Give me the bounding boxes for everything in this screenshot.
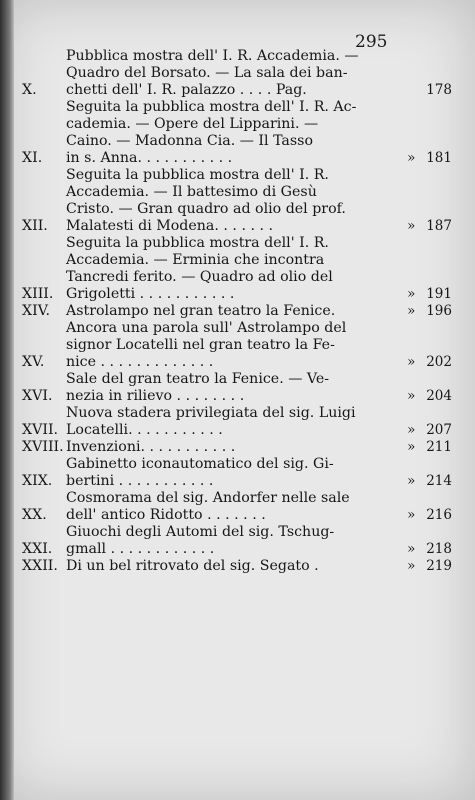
page-reference (404, 422, 452, 439)
page-number-ref: 181 (426, 150, 452, 166)
chapter-number: XIV. (22, 303, 50, 319)
chapter-title-line: Caino. — Madonna Cia. — Il Tasso (66, 133, 313, 149)
chapter-title-line: signor Locatelli nel gran teatro la Fe- (66, 337, 335, 353)
toc-entry (22, 235, 452, 303)
chapter-number: XV. (22, 354, 45, 370)
page-number-ref: 196 (426, 303, 452, 319)
chapter-title-line: bertini . . . . . . . . . . . (66, 473, 214, 489)
toc-entry (22, 439, 452, 456)
page-reference (404, 541, 452, 558)
chapter-title (66, 456, 404, 490)
page-number-ref: 218 (426, 541, 452, 557)
page-reference (404, 218, 452, 235)
page-reference (404, 303, 452, 320)
chapter-title-line: Sale del gran teatro la Fenice. — Ve- (66, 371, 330, 387)
chapter-number: XVII. (22, 422, 59, 438)
chapter-title-line: dell' antico Ridotto . . . . . . . (66, 507, 266, 523)
chapter-number: X. (22, 82, 37, 98)
chapter-title-line: Cosmorama del sig. Andorfer nelle sale (66, 490, 350, 506)
chapter-title (66, 524, 404, 558)
chapter-title-line: Accademia. — Il battesimo di Gesù (66, 184, 317, 200)
chapter-title-line: Nuova stadera privilegiata del sig. Luigi (66, 405, 356, 421)
toc-entry (22, 48, 452, 99)
chapter-title-line: Astrolampo nel gran teatro la Fenice. (66, 303, 336, 319)
chapter-title-line: Seguita la pubblica mostra dell' I. R. (66, 167, 329, 183)
page-number-ref: 178 (426, 82, 452, 98)
chapter-title (66, 99, 404, 167)
page-reference (404, 286, 452, 303)
toc-entry (22, 303, 452, 320)
toc-entry (22, 167, 452, 235)
chapter-title-line: Seguita la pubblica mostra dell' I. R. Ac- (66, 99, 357, 115)
chapter-title-line: Gabinetto iconautomatico del sig. Gi- (66, 456, 334, 472)
toc-entry (22, 558, 452, 575)
toc-entry (22, 371, 452, 405)
ditto-mark: » (407, 473, 416, 489)
toc-entry (22, 524, 452, 558)
chapter-number: XVI. (22, 388, 53, 404)
table-of-contents (22, 48, 452, 575)
ditto-mark: » (407, 354, 416, 370)
chapter-title (66, 405, 404, 439)
chapter-title-line: nice . . . . . . . . . . . . . (66, 354, 214, 370)
chapter-title-line: Cristo. — Gran quadro ad olio del prof. (66, 201, 346, 217)
ditto-mark: » (407, 422, 416, 438)
chapter-title-line: in s. Anna. . . . . . . . . . . (66, 150, 233, 166)
page-reference (404, 388, 452, 405)
ditto-mark: » (407, 507, 416, 523)
chapter-title-line: Quadro del Borsato. — La sala dei ban- (66, 65, 348, 81)
toc-entry (22, 405, 452, 439)
page-reference (404, 507, 452, 524)
page-number-ref: 202 (426, 354, 452, 370)
chapter-title (66, 558, 404, 575)
ditto-mark: » (407, 150, 416, 166)
chapter-number: XX. (22, 507, 47, 523)
ditto-mark: » (407, 286, 416, 302)
page-number-ref: 187 (426, 218, 452, 234)
chapter-title (66, 303, 404, 320)
page-number-ref: 216 (426, 507, 452, 523)
ditto-mark: » (407, 558, 416, 574)
page-reference (404, 354, 452, 371)
chapter-number: XVIII. (22, 439, 64, 455)
ditto-mark: » (407, 303, 416, 319)
chapter-title-line: Di un bel ritrovato del sig. Segato . (66, 558, 319, 574)
chapter-title-line: Tancredi ferito. — Quadro ad olio del (66, 269, 333, 285)
page-number-ref: 207 (426, 422, 452, 438)
toc-entry (22, 99, 452, 167)
page-reference (404, 439, 452, 456)
page-number-ref: 191 (426, 286, 452, 302)
chapter-title (66, 371, 404, 405)
ditto-mark: » (407, 388, 416, 404)
chapter-title (66, 320, 404, 371)
chapter-title-line: chetti dell' I. R. palazzo . . . . Pag. (66, 82, 307, 98)
ditto-mark: » (407, 218, 416, 234)
toc-entry (22, 320, 452, 371)
page-reference (404, 473, 452, 490)
chapter-title-line: Grigoletti . . . . . . . . . . . (66, 286, 235, 302)
page-number-ref: 219 (426, 558, 452, 574)
chapter-title-line: Invenzioni. . . . . . . . . . . (66, 439, 236, 455)
chapter-title (66, 235, 404, 303)
book-spine-shadow (0, 0, 14, 800)
chapter-title (66, 167, 404, 235)
page-number-ref: 214 (426, 473, 452, 489)
chapter-number: XXII. (22, 558, 58, 574)
chapter-title-line: Malatesti di Modena. . . . . . . (66, 218, 274, 234)
page-number-ref: 204 (426, 388, 452, 404)
chapter-title-line: nezia in rilievo . . . . . . . . (66, 388, 245, 404)
toc-entry (22, 456, 452, 490)
chapter-number: XIII. (22, 286, 54, 302)
page-reference (404, 558, 452, 575)
chapter-title-line: Locatelli. . . . . . . . . . . (66, 422, 223, 438)
page-reference (404, 150, 452, 167)
page-reference (404, 82, 452, 99)
chapter-number: XXI. (22, 541, 53, 557)
page-number-ref: 211 (426, 439, 452, 455)
page-number: 295 (355, 32, 388, 52)
chapter-title-line: Seguita la pubblica mostra dell' I. R. (66, 235, 329, 251)
chapter-title (66, 48, 404, 99)
chapter-number: XIX. (22, 473, 53, 489)
chapter-title-line: gmall . . . . . . . . . . . . (66, 541, 215, 557)
chapter-title (66, 490, 404, 524)
chapter-number: XI. (22, 150, 43, 166)
chapter-number: XII. (22, 218, 48, 234)
chapter-title-line: cademia. — Opere del Lipparini. — (66, 116, 319, 132)
ditto-mark: » (407, 541, 416, 557)
chapter-title-line: Accademia. — Erminia che incontra (66, 252, 325, 268)
toc-entry (22, 490, 452, 524)
chapter-title (66, 439, 404, 456)
chapter-title-line: Giuochi degli Automi del sig. Tschug- (66, 524, 335, 540)
ditto-mark: » (407, 439, 416, 455)
chapter-title-line: Ancora una parola sull' Astrolampo del (66, 320, 347, 336)
chapter-title-line: Pubblica mostra dell' I. R. Accademia. — (66, 48, 359, 64)
